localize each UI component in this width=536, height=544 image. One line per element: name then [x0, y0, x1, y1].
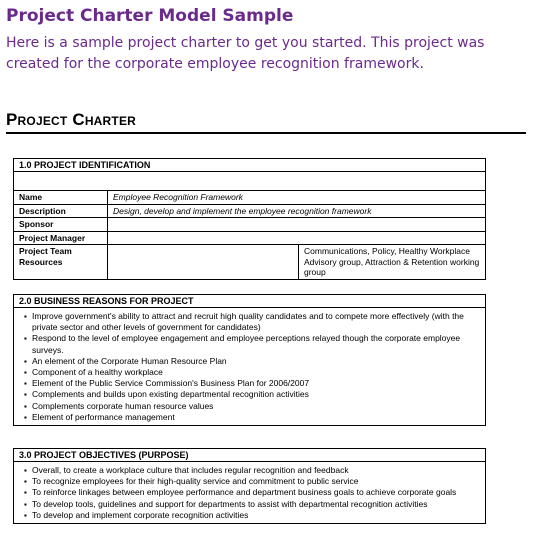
section-title: 2.0 BUSINESS REASONS FOR PROJECT [14, 295, 485, 308]
project-objectives-section [13, 448, 486, 524]
list-item: ▪ To develop and implement corporate recognition activities [26, 510, 477, 521]
list-item: ▪ Complements and builds upon existing departmental recognition activities [26, 389, 477, 400]
manager-value [108, 231, 486, 245]
project-identification-table [14, 172, 485, 279]
charter-heading: Project Charter [6, 110, 526, 134]
list-item: ▪ An element of the Corporate Human Resource Plan [26, 356, 477, 367]
business-reasons-list [14, 308, 485, 425]
list-item: ▪ Respond to the level of employee engagement and employee perceptions relayed though the corporate employee surveys. [26, 333, 477, 355]
team-empty-cell [108, 245, 299, 280]
document-title: Project Charter Model Sample [6, 6, 294, 26]
spacer-row [14, 172, 485, 191]
name-label: Name [14, 191, 108, 205]
project-identification-section [13, 158, 486, 280]
list-item: ▪ To reinforce linkages between employee performance and department business goals to achieve corporate goals [26, 487, 477, 498]
table-row-team [14, 245, 485, 280]
objectives-list [14, 462, 485, 523]
section-title: 1.0 PROJECT IDENTIFICATION [14, 159, 485, 172]
list-item: ▪ Component of a healthy workplace [26, 367, 477, 378]
sponsor-label: Sponsor [14, 218, 108, 232]
table-row-description [14, 204, 485, 218]
name-value: Employee Recognition Framework [108, 191, 486, 205]
list-item: ▪ Complements corporate human resource values [26, 401, 477, 412]
list-item: ▪ Element of performance management [26, 412, 477, 423]
list-item: ▪ To recognize employees for their high-quality service and commitment to public service [26, 476, 477, 487]
business-reasons-section [13, 294, 486, 426]
list-item: ▪ Improve government's ability to attract and recruit high quality candidates and to compete more effectively (with the private sector and other levels of government for candidates) [26, 311, 477, 333]
intro-paragraph: Here is a sample project charter to get you started. This project was created for the corporate employee recognition framework. [6, 35, 485, 72]
description-value: Design, develop and implement the employee recognition framework [108, 204, 486, 218]
manager-label: Project Manager [14, 231, 108, 245]
list-item: ▪ To develop tools, guidelines and support for departments to assist with departmental recognition activities [26, 499, 477, 510]
team-label: Project Team Resources [14, 245, 108, 280]
section-title: 3.0 PROJECT OBJECTIVES (PURPOSE) [14, 449, 485, 462]
sponsor-value [108, 218, 486, 232]
table-row-manager [14, 231, 485, 245]
list-item: ▪ Overall, to create a workplace culture that includes regular recognition and feedback [26, 465, 477, 476]
table-row-sponsor [14, 218, 485, 232]
team-value: Communications, Policy, Healthy Workplace Advisory group, Attraction & Retention working group [299, 245, 486, 280]
list-item: ▪ Element of the Public Service Commission's Business Plan for 2006/2007 [26, 378, 477, 389]
description-label: Description [14, 204, 108, 218]
table-row-name [14, 191, 485, 205]
